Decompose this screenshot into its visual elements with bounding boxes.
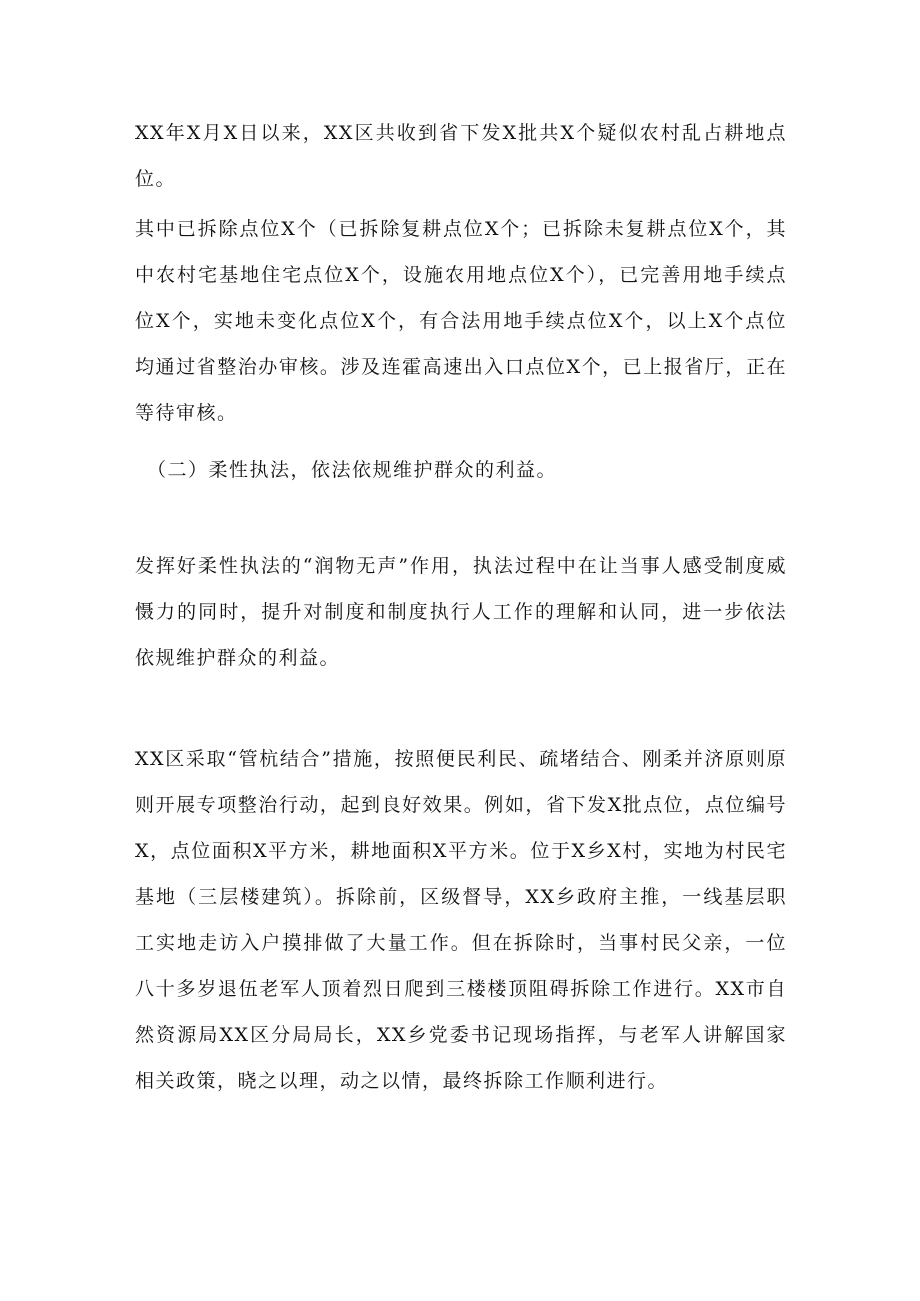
paragraph-demolition-details: 其中已拆除点位X个（已拆除复耕点位X个；已拆除未复耕点位X个，其中农村宅基地住宅点位X个，设施农用地点位X个），已完善用地手续点位X个，实地未变化点位X个，有合法用地手续点位X个，以上X个点位均通过省整治办审核。涉及连霍高速出入口点位X个，已上报省厅，正在等待审核。 <box>135 218 787 424</box>
section-heading: （二）柔性执法，依法依规维护群众的利益。 <box>147 459 558 481</box>
paragraph-case-example: XX区采取“管杭结合”措施，按照便民利民、疏堵结合、刚柔并济原则原则开展专项整治行动，起到良好效果。例如，省下发X批点位，点位编号X，点位面积X平方米，耕地面积X平方米。位于X乡X村，实地为村民宅基地（三层楼建筑）。拆除前，区级督导，XX乡政府主推，一线基层职工实地走访入户摸排做了大量工作。但在拆除时，当事村民父亲，一位八十多岁退伍老军人顶着烈日爬到三楼楼顶阻碍拆除工作进行。XX市自然资源局XX区分局局长，XX乡党委书记现场指挥，与老军人讲解国家相关政策，晓之以理，动之以情，最终拆除工作顺利进行。 <box>135 748 787 1092</box>
paragraph-summary: XX年X月X日以来，XX区共收到省下发X批共X个疑似农村乱占耕地点位。 <box>135 122 787 190</box>
paragraph-flexible-enforcement: 发挥好柔性执法的“润物无声”作用，执法过程中在让当事人感受制度威慑力的同时，提升对制度和制度执行人工作的理解和认同，进一步依法依规维护群众的利益。 <box>135 555 787 669</box>
